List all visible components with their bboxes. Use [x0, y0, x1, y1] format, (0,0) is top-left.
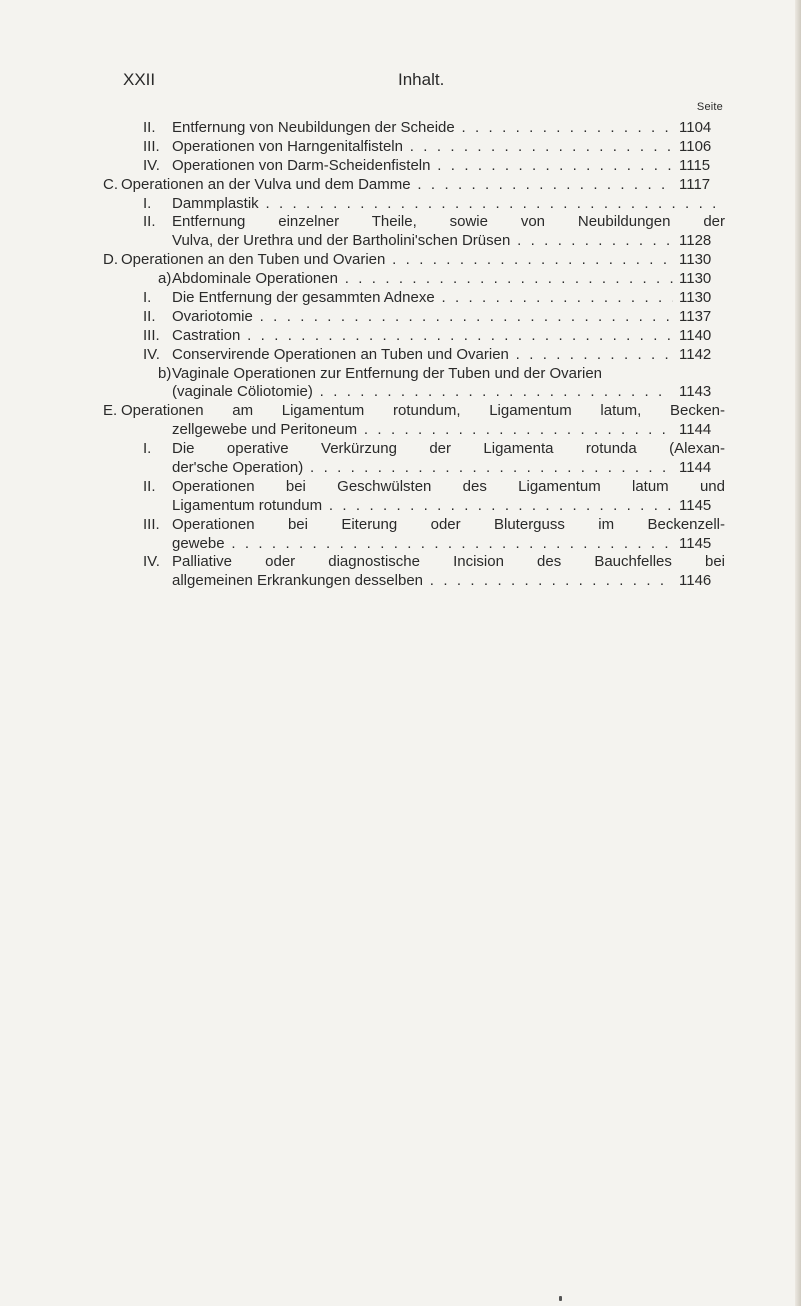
toc-entry: [0, 497, 801, 516]
toc-entry-page: 1117: [673, 176, 731, 195]
toc-entry-label: II.: [143, 119, 156, 136]
toc-entry-page: 1106: [673, 138, 731, 157]
toc-entry-title: Operationen am Ligamentum rotundum, Ligamentum latum, Becken-: [121, 402, 725, 420]
toc-entry-page: 1137: [673, 308, 731, 327]
toc-entry: [0, 478, 801, 497]
toc-entry-page: 1145: [673, 497, 731, 516]
toc-entry: [0, 459, 801, 478]
toc-entry-label: I.: [143, 289, 152, 307]
toc-entry-title: Abdominale Operationen . . .: [172, 270, 673, 289]
toc-entry-title: der'sche Operation) . . .: [172, 459, 673, 478]
toc-entry-page: 1146: [673, 572, 731, 591]
toc-entry: [0, 176, 801, 195]
toc-entry-title: Vulva, der Urethra und der Bartholini'schen Drüsen . . .: [172, 232, 673, 251]
toc-entry: [0, 119, 801, 138]
toc-entry-page: 1140: [673, 327, 731, 346]
toc-entry: [0, 572, 801, 591]
toc-entry: [0, 232, 801, 251]
toc-entry-label: II.: [143, 307, 156, 325]
table-of-contents: [0, 119, 801, 591]
toc-entry: [0, 195, 801, 214]
toc-entry: [0, 346, 801, 365]
toc-entry-page: 1144: [673, 459, 731, 478]
toc-entry-label: I.: [143, 440, 152, 458]
toc-entry: [0, 289, 801, 308]
toc-entry: [0, 270, 801, 289]
toc-entry: [0, 251, 801, 270]
toc-entry-page: 1115: [673, 157, 731, 176]
page-number: XXII: [123, 70, 156, 89]
toc-entry: [0, 138, 801, 157]
toc-entry-label: I.: [143, 194, 152, 212]
toc-entry-page: 1130: [673, 270, 731, 289]
toc-entry-title: Entfernung von Neubildungen der Scheide . . .: [172, 119, 673, 138]
toc-entry-label: III.: [143, 326, 160, 344]
toc-entry-label: IV.: [143, 345, 160, 363]
toc-entry: [0, 327, 801, 346]
toc-entry-label: IV.: [143, 156, 160, 174]
toc-entry-title: Die Entfernung der gesammten Adnexe . . .: [172, 289, 673, 308]
toc-entry: [0, 440, 801, 459]
toc-entry-label: IV.: [143, 553, 160, 571]
toc-entry: [0, 157, 801, 176]
page-column-label: Seite: [696, 101, 723, 113]
toc-entry-label: III.: [143, 137, 160, 155]
toc-entry-page: 1128: [673, 232, 731, 251]
toc-entry: [0, 402, 801, 421]
toc-entry-page: 1142: [673, 346, 731, 365]
toc-entry-title: (vaginale Cöliotomie) . . .: [172, 383, 673, 402]
toc-entry: [0, 365, 801, 384]
toc-entry-title: Operationen bei Eiterung oder Bluterguss im Beckenzell-: [172, 515, 725, 533]
toc-entry-title: Die operative Verkürzung der Ligamenta rotunda (Alexan-: [172, 440, 725, 458]
toc-entry-page: 1130: [673, 289, 731, 308]
toc-entry-title: Dammplastik . . .: [172, 195, 725, 214]
toc-entry: [0, 553, 801, 572]
toc-entry-title: Operationen von Darm-Scheidenfisteln . . .: [172, 157, 673, 176]
toc-entry: [0, 213, 801, 232]
running-head: [123, 70, 743, 92]
toc-entry-label: C.: [103, 175, 118, 193]
toc-entry-title: gewebe . . .: [172, 535, 673, 554]
toc-entry-title: Operationen an den Tuben und Ovarien . . .: [121, 251, 673, 270]
print-speck: [559, 1296, 562, 1301]
toc-entry: [0, 308, 801, 327]
toc-entry-title: Operationen an der Vulva und dem Damme . . .: [121, 176, 673, 195]
toc-entry-title: Ovariotomie . . .: [172, 308, 673, 327]
toc-entry-page: 1104: [673, 119, 731, 138]
toc-entry-page: 1144: [673, 421, 731, 440]
toc-entry-title: Castration . . .: [172, 327, 673, 346]
toc-entry-title: Operationen bei Geschwülsten des Ligamentum latum und: [172, 477, 725, 495]
toc-entry-label: III.: [143, 515, 160, 533]
toc-entry: [0, 535, 801, 554]
toc-entry-label: II.: [143, 477, 156, 495]
toc-entry-label: b): [158, 364, 172, 382]
toc-entry-page: 1143: [673, 383, 731, 402]
toc-entry-title: Entfernung einzelner Theile, sowie von Neubildungen der: [172, 213, 725, 231]
toc-entry-title: Vaginale Operationen zur Entfernung der Tuben und der Ovarien: [172, 364, 603, 382]
toc-entry-label: a): [158, 270, 172, 288]
toc-entry-title: Palliative oder diagnostische Incision des Bauchfelles bei: [172, 553, 725, 571]
toc-entry-page: 1130: [673, 251, 731, 270]
toc-entry: [0, 383, 801, 402]
toc-entry: [0, 516, 801, 535]
toc-entry-page: 1145: [673, 535, 731, 554]
toc-entry-title: zellgewebe und Peritoneum . . .: [172, 421, 673, 440]
running-title: Inhalt.: [398, 70, 445, 89]
toc-entry: [0, 421, 801, 440]
toc-entry-title: Ligamentum rotundum . . .: [172, 497, 673, 516]
toc-entry-title: allgemeinen Erkrankungen desselben . . .: [172, 572, 673, 591]
toc-entry-label: E.: [103, 402, 118, 420]
toc-entry-label: D.: [103, 251, 118, 269]
toc-entry-title: Operationen von Harngenitalfisteln . . .: [172, 138, 673, 157]
toc-entry-title: Conservirende Operationen an Tuben und Ovarien . . .: [172, 346, 673, 365]
toc-entry-label: II.: [143, 213, 156, 231]
